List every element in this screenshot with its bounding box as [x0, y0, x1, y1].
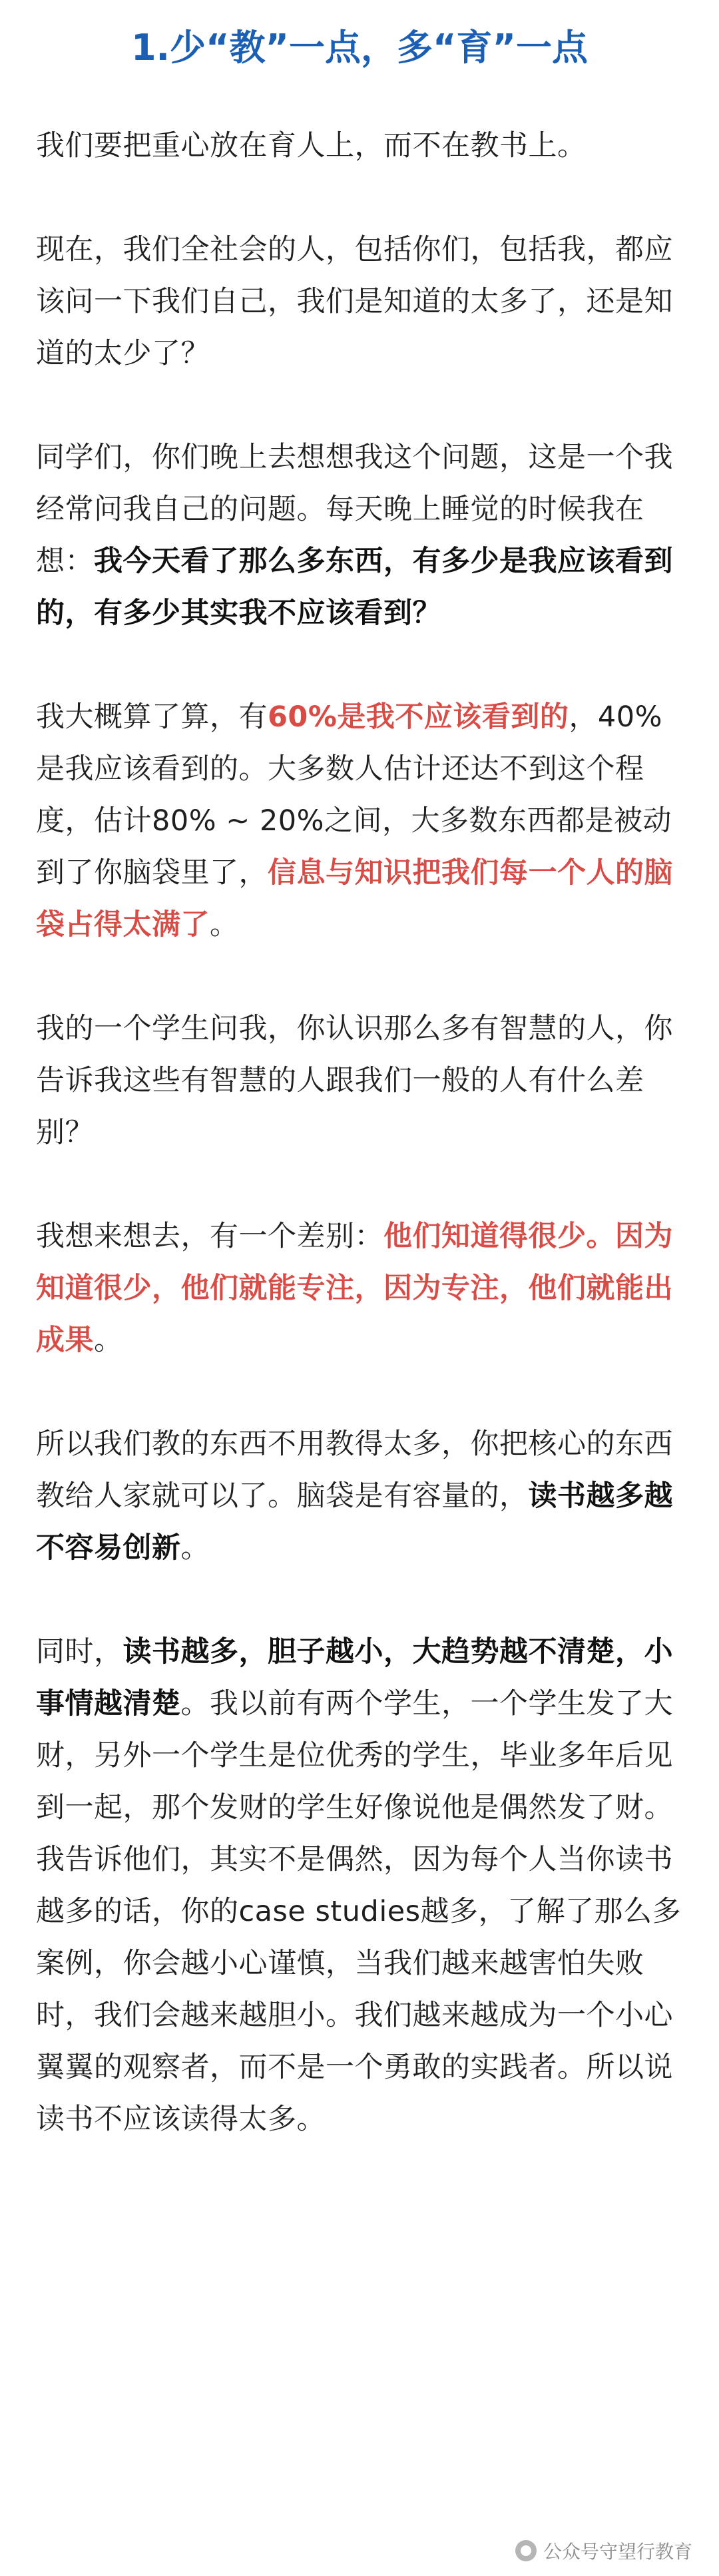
- body-text: 同学们，你们晚上去想想我这个问题，这是一个我经常问我自己的问题。每天晚上睡觉的时候我在想：: [36, 441, 673, 578]
- body-text: 我想来想去，有一个差别：: [36, 1220, 383, 1253]
- body-text: 我的一个学生问我，你认识那么多有智慧的人，你告诉我这些有智慧的人跟我们一般的人有什么差别？: [36, 1012, 673, 1149]
- body-text: 所以我们教的东西不用教得太多，你把核心的东西教给人家就可以了。脑袋是有容量的，: [36, 1427, 673, 1513]
- paragraph: [36, 691, 683, 951]
- bold-text: 我今天看了那么多东西，有多少是我应该看到的，有多少其实我不应该看到？: [36, 545, 673, 630]
- paragraph: [36, 224, 683, 380]
- bold-text: 读书越多，胆子越小，大趋势越不清楚，小事情越清楚: [36, 1635, 673, 1720]
- paragraph: [36, 1210, 683, 1366]
- body-text: 我们要把重心放在育人上，而不在教书上。: [36, 129, 587, 162]
- body-text: ，40%是我应该看到的。大多数人估计还达不到这个程度，估计80% ~ 20%之间，大多数东西都是被动到了你脑袋里了，: [36, 700, 672, 890]
- body-text: 。: [210, 908, 239, 941]
- body-text: 。: [94, 1324, 123, 1357]
- wechat-icon: [515, 2540, 537, 2561]
- body-text: 。我以前有两个学生，一个学生发了大财，另外一个学生是位优秀的学生，毕业多年后见到一起，那个发财的学生好像说他是偶然发了财。我告诉他们，其实不是偶然，因为每个人当你读书越多的话，你的case studies越多，了解了那么多案例，你会越小心谨慎，当我们越来越害怕失败时，我们会越来越胆小。我们越来越成为一个小心翼翼的观察者，而不是一个勇敢的实践者。所以说读书不应该读得太多。: [36, 1687, 682, 2136]
- highlight-text: 60%是我不应该看到的: [268, 700, 569, 734]
- watermark-text: 公众号守望行教育: [543, 2541, 692, 2563]
- body-text: 同时，: [36, 1635, 123, 1669]
- paragraph: [36, 1003, 683, 1159]
- paragraph: [36, 1418, 683, 1574]
- highlight-text: 他们知道得很少。因为知道很少，他们就能专注，因为专注，他们就能出成果: [36, 1220, 673, 1357]
- watermark: [515, 2537, 692, 2564]
- body-text: 。: [180, 1531, 210, 1565]
- paragraph: [36, 1626, 683, 2145]
- bold-text: 读书越多越不容易创新: [36, 1479, 673, 1565]
- body-text: 现在，我们全社会的人，包括你们，包括我，都应该问一下我们自己，我们是知道的太多了，还是知道的太少了？: [36, 233, 673, 370]
- body-text: 我大概算了算，有: [36, 700, 268, 734]
- paragraph: [36, 120, 683, 172]
- section-title: 1.少“教”一点，多“育”一点: [130, 27, 589, 69]
- paragraph: [36, 431, 683, 639]
- highlight-text: 信息与知识把我们每一个人的脑袋占得太满了: [36, 856, 673, 941]
